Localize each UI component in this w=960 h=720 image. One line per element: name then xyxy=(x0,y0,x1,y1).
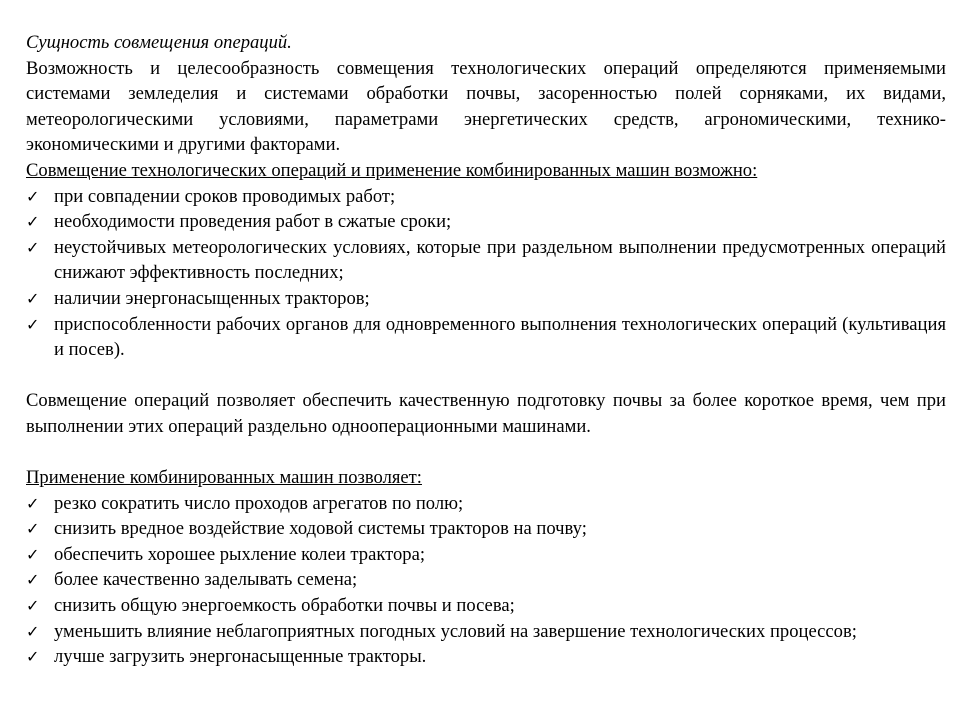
list-item-text: лучше загрузить энергонасыщенные тракторы. xyxy=(54,646,427,668)
list-item xyxy=(26,593,946,619)
spacer xyxy=(26,363,946,389)
document-page xyxy=(26,30,946,670)
list-item xyxy=(26,209,946,235)
section1-list xyxy=(26,184,946,363)
list-item-text: при совпадении сроков проводимых работ; xyxy=(54,185,396,207)
list-item xyxy=(26,312,946,363)
list-item-text: снизить общую энергоемкость обработки почвы и посева; xyxy=(54,595,515,617)
list-item xyxy=(26,619,946,645)
list-item-text: наличии энергонасыщенных тракторов; xyxy=(54,287,370,309)
spacer xyxy=(26,440,946,466)
list-item-text: уменьшить влияние неблагоприятных погодных условий на завершение технологических процессов; xyxy=(54,620,857,642)
section-heading: Сущность совмещения операций. xyxy=(26,32,292,53)
list-item-text: необходимости проведения работ в сжатые сроки; xyxy=(54,211,452,233)
check-mark-icon: ✓ xyxy=(26,647,40,667)
intro-paragraph: Возможность и целесообразность совмещения технологических операций определяются применяемыми системами земледелия и системами обработки почвы, засоренностью полей сорняками, их видами, метеорологическими условиями, параметрами энергетических средств, агрономическими, технико-экономическими и другими факторами. xyxy=(26,57,946,156)
check-mark-icon: ✓ xyxy=(26,493,40,513)
check-mark-icon: ✓ xyxy=(26,596,40,616)
check-mark-icon: ✓ xyxy=(26,186,40,206)
list-item xyxy=(26,286,946,312)
list-item xyxy=(26,644,946,670)
list-item xyxy=(26,491,946,517)
list-item xyxy=(26,516,946,542)
check-mark-icon: ✓ xyxy=(26,212,40,232)
check-mark-icon: ✓ xyxy=(26,237,40,257)
check-mark-icon: ✓ xyxy=(26,544,40,564)
check-mark-icon: ✓ xyxy=(26,570,40,590)
list-item xyxy=(26,235,946,286)
section2-list xyxy=(26,491,946,670)
list-item xyxy=(26,184,946,210)
list-item-text: более качественно заделывать семена; xyxy=(54,569,358,591)
list-item-text: приспособленности рабочих органов для одновременного выполнения технологических операций (культивация и посев). xyxy=(54,313,946,361)
list-item-text: обеспечить хорошее рыхление колеи трактора; xyxy=(54,543,426,565)
section2-title: Применение комбинированных машин позволяет: xyxy=(26,467,422,489)
check-mark-icon: ✓ xyxy=(26,519,40,539)
list-item-text: неустойчивых метеорологических условиях, которые при раздельном выполнении предусмотренных операций снижают эффективность последних; xyxy=(54,236,946,284)
check-mark-icon: ✓ xyxy=(26,288,40,308)
list-item xyxy=(26,542,946,568)
check-mark-icon: ✓ xyxy=(26,621,40,641)
list-item xyxy=(26,567,946,593)
list-item-text: снизить вредное воздействие ходовой системы тракторов на почву; xyxy=(54,518,587,540)
middle-paragraph: Совмещение операций позволяет обеспечить качественную подготовку почвы за более короткое время, чем при выполнении этих операций раздельно однооперационными машинами. xyxy=(26,390,946,437)
list-item-text: резко сократить число проходов агрегатов по полю; xyxy=(54,492,464,514)
check-mark-icon: ✓ xyxy=(26,314,40,334)
section1-title: Совмещение технологических операций и применение комбинированных машин возможно: xyxy=(26,159,758,181)
